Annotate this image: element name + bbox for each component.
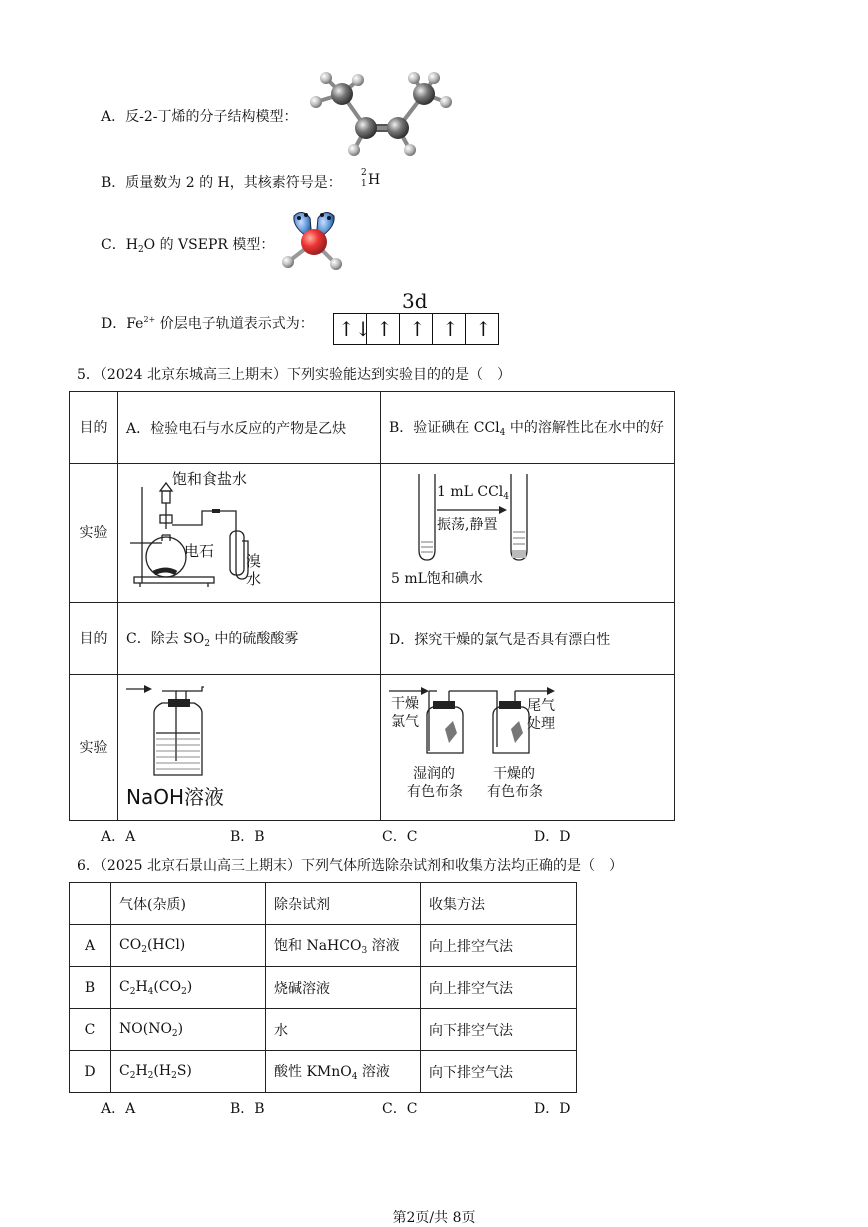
header-cell: 气体(杂质) (111, 883, 266, 925)
gas-washing-bottle-diagram (126, 679, 266, 789)
q6-answer-b[interactable]: B．B (230, 1101, 265, 1117)
q5-stem: 5．（2024 北京东城高三上期末）下列实验能达到实验目的的是（ ） (77, 367, 511, 383)
q6-answer-a[interactable]: A．A (101, 1101, 136, 1117)
row-label: 实验 (70, 675, 118, 821)
row-label: 目的 (70, 603, 118, 675)
q6-table (69, 882, 577, 1093)
row-label: 实验 (70, 464, 118, 603)
header-cell: 除杂试剂 (266, 883, 421, 925)
orbital-box: ↑ (475, 317, 492, 341)
table-row: A $CO_2(HCl)$ 饱和 NaHCO$_3$ 溶液 向上排空气法 (70, 925, 577, 967)
q5-answer-d[interactable]: D．D (534, 829, 571, 845)
orbital-box: ↑ (400, 314, 433, 344)
option-a-purpose: A．检验电石与水反应的产物是乙炔 (118, 392, 381, 464)
table-row: D $C_2H_2(H_2S)$ 酸性 KMnO$_4$ 溶液 向下排空气法 (70, 1051, 577, 1093)
q6-stem: 6．（2025 北京石景山高三上期末）下列气体所选除杂试剂和收集方法均正确的是（ ） (77, 858, 623, 874)
q6-answer-c[interactable]: C．C (382, 1101, 418, 1117)
orbital-label: 3d (402, 289, 428, 313)
q5-table (69, 391, 675, 821)
page-footer: 第2页/共 8页 (392, 1210, 476, 1226)
option-d-purpose: D．探究干燥的氯气是否具有漂白性 (381, 603, 675, 675)
option-c-purpose: C．除去 $SO_2$ 中的硫酸酸雾 (118, 603, 381, 675)
orbital-box: ↑ (433, 314, 466, 344)
q5-answer-b[interactable]: B．B (230, 829, 265, 845)
row-label: 目的 (70, 392, 118, 464)
q4-option-d: D．$Fe^{2+}$ 价层电子轨道表示式为： (101, 315, 314, 332)
q6-answer-d[interactable]: D．D (534, 1101, 571, 1117)
water-vsepr-model (276, 206, 354, 276)
option-d-apparatus: 干燥 氯气 尾气 处理 湿润的 有色布条 干燥的 有色布条 (381, 675, 675, 821)
option-c-apparatus: NaOH溶液 (118, 675, 381, 821)
orbital-box: ↑↓ (334, 314, 367, 344)
q4-option-b: B．质量数为 2 的 H，其核素符号是： 2 1 H (101, 168, 381, 191)
table-row: B $C_2H_4(CO_2)$ 烧碱溶液 向上排空气法 (70, 967, 577, 1009)
q4-option-a: A．反-2-丁烯的分子结构模型： (101, 109, 298, 125)
nuclide-number: 1 (361, 179, 367, 189)
header-cell (70, 883, 111, 925)
q5-answer-a[interactable]: A．A (101, 829, 136, 845)
option-b-purpose: B．验证碘在 CCl$_4$ 中的溶解性比在水中的好 (381, 392, 675, 464)
table-row: C $NO(NO_2)$ 水 向下排空气法 (70, 1009, 577, 1051)
q5-answer-c[interactable]: C．C (382, 829, 418, 845)
nuclide-symbol: H (368, 172, 381, 188)
q4-option-c: C．$H_2O$ 的 VSEPR 模型： (101, 237, 275, 255)
option-a-apparatus: 饱和食盐水 电石 溴 水 (118, 464, 381, 603)
butene-molecule-model (308, 70, 460, 162)
orbital-diagram (333, 313, 499, 345)
option-b-apparatus: 1 mL CCl$_4$ 振荡,静置 5 mL饱和碘水 (381, 464, 675, 603)
orbital-box: ↑ (367, 314, 400, 344)
nuclide-mass: 2 (361, 168, 367, 178)
header-cell: 收集方法 (421, 883, 577, 925)
